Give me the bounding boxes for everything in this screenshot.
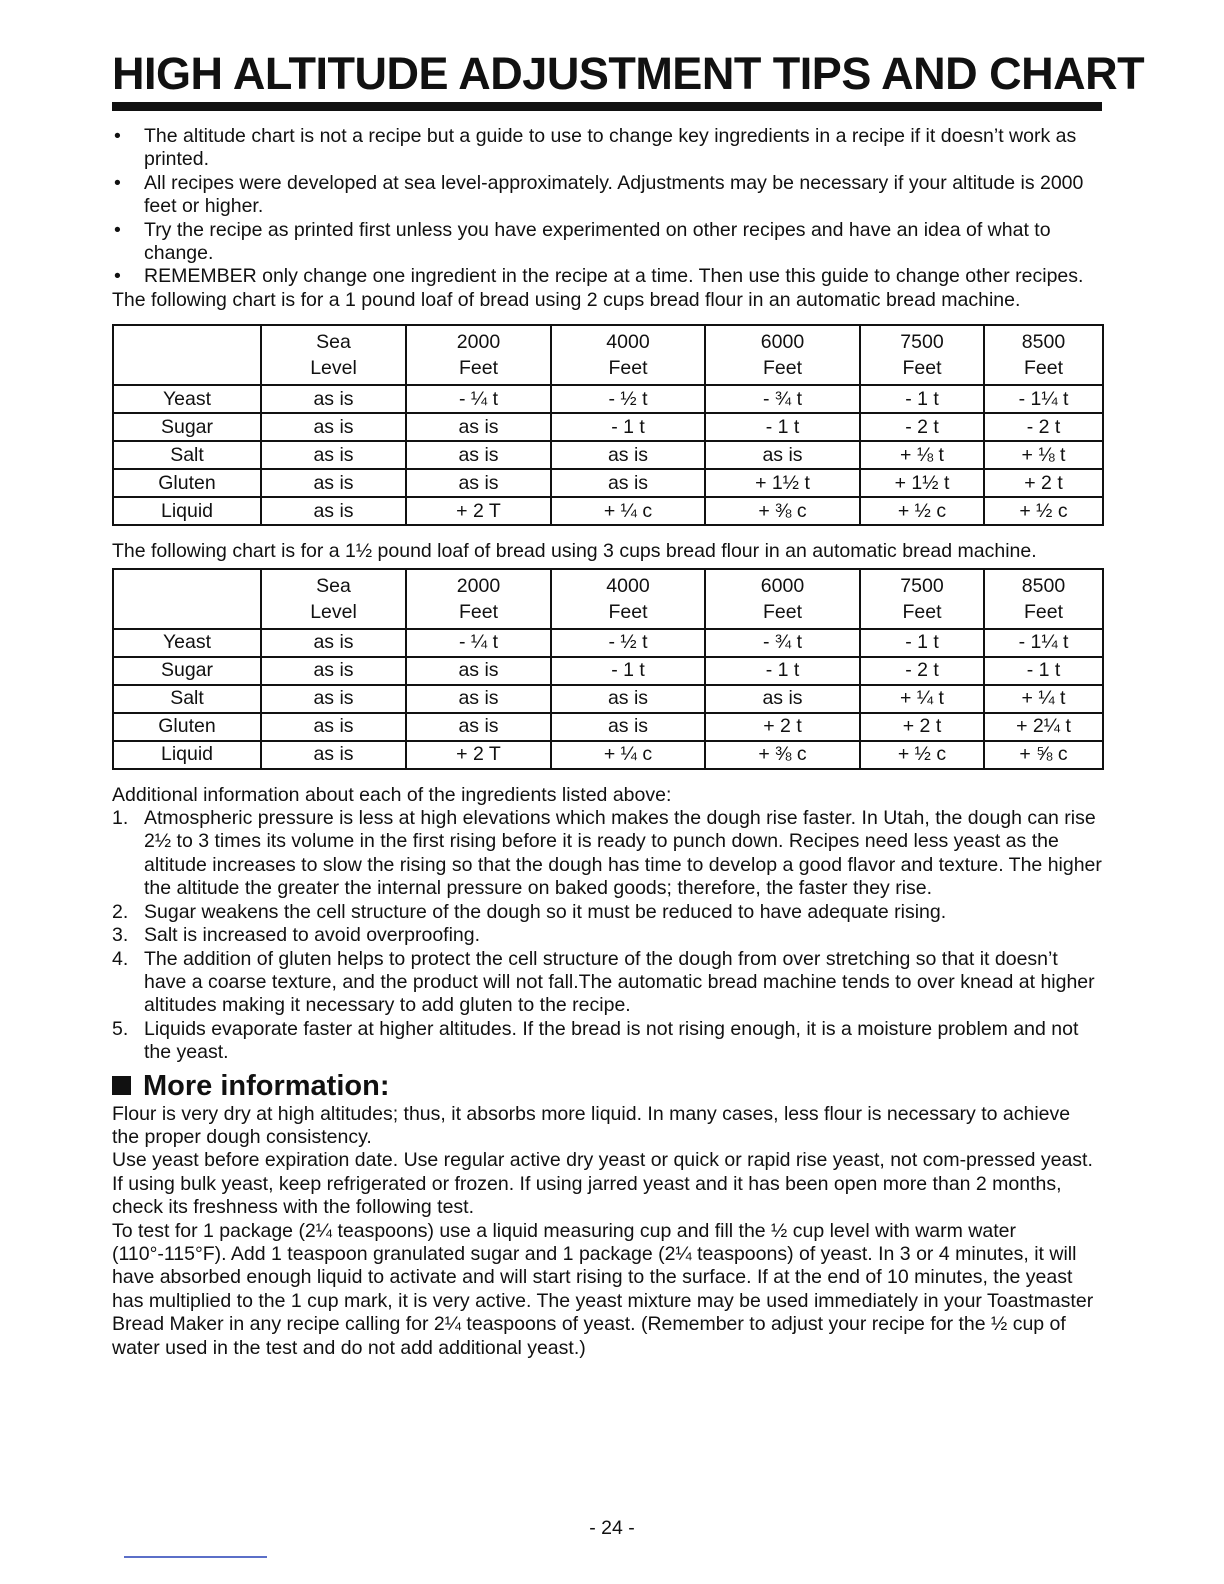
altitude-header-cell [705,569,860,629]
adjustment-cell: + 2 T [406,741,551,769]
adjustment-cell: + ¼ t [860,685,984,713]
adjustment-cell: - 1¼ t [984,629,1103,657]
adjustment-cell: + ½ c [860,497,984,525]
adjustment-cell: + 1½ t [860,469,984,497]
adjustment-cell: - 1 t [984,657,1103,685]
header-corner-cell [113,325,261,385]
altitude-header-cell [261,325,406,385]
adjustment-cell: + ½ c [860,741,984,769]
more-paragraph: To test for 1 package (2¼ teaspoons) use a liquid measuring cup and fill the ½ cup level with warm water (110°-115°F). Add 1 teaspoon granulated sugar and 1 package (2¼ teaspoons) of yeast. In 3 or 4 minutes, it will have absorbed enough liquid to activate and will start rising to the surface. If at the end of 10 minutes, the yeast has multiplied to the 1 cup mark, it is very active. The yeast mixture may be used immediately in your Toastmaster Bread Maker in any recipe calling for 2¼ teaspoons of yeast. (Remember to adjust your recipe for the ½ cup of water used in the test and do not add additional yeast.) [112,1219,1094,1359]
square-bullet-icon [112,1076,131,1095]
altitude-header-cell [860,569,984,629]
adjustment-cell: as is [261,497,406,525]
ingredient-label: Sugar [113,657,261,685]
additional-intro: Additional information about each of the ingredients listed above: [112,783,672,806]
adjustment-cell: + 1½ t [705,469,860,497]
adjustment-cell: - 1 t [705,657,860,685]
table-row [113,657,1103,685]
altitude-header-cell [261,569,406,629]
header-top: Sea [316,574,351,597]
ingredient-label: Yeast [113,629,261,657]
adjustment-cell: - 1 t [860,629,984,657]
table-row [113,497,1103,525]
header-top: 8500 [1021,331,1066,354]
adjustment-cell: + ⅝ c [984,741,1103,769]
adjustment-cell: - 1 t [551,413,705,441]
note-number: 2. [112,900,129,923]
adjustment-cell: + ⅜ c [705,741,860,769]
adjustment-cell: as is [406,469,551,497]
adjustment-cell: as is [261,413,406,441]
header-bottom: Feet [1023,357,1064,380]
header-bottom: Feet [762,357,803,380]
page-content [112,46,1145,1360]
ingredient-label: Salt [113,441,261,469]
adjustment-cell: as is [261,629,406,657]
table-header-row [113,569,1103,629]
altitude-header-cell [551,569,705,629]
adjustment-cell: as is [261,441,406,469]
altitude-header-cell [551,325,705,385]
adjustment-cell: as is [551,713,705,741]
altitude-header-cell [984,325,1103,385]
adjustment-cell: + 2 t [705,713,860,741]
note-item [112,948,1102,1018]
note-item [112,924,1102,947]
adjustment-cell: as is [261,713,406,741]
adjustment-cell: as is [551,441,705,469]
header-bottom: Feet [608,600,648,623]
more-information-heading [112,1069,1102,1103]
adjustment-cell: as is [261,741,406,769]
chart1-intro: The following chart is for a 1 pound loaf of bread using 2 cups bread flour in an automatic bread machine. [112,288,1021,311]
altitude-header-cell [860,325,984,385]
ingredient-label: Salt [113,685,261,713]
altitude-header-cell [406,325,551,385]
adjustment-cell: + ¼ c [551,497,705,525]
adjustment-cell: - 1 t [551,657,705,685]
adjustment-cell: as is [551,685,705,713]
tips-list [112,125,1102,289]
ingredient-label: Liquid [113,741,261,769]
note-number: 3. [112,924,129,947]
table-row [113,469,1103,497]
table-row [113,713,1103,741]
adjustment-cell: as is [406,657,551,685]
table-header-row [113,325,1103,385]
altitude-header-cell [406,569,551,629]
adjustment-cell: as is [261,685,406,713]
more-heading-text: More information: [143,1069,390,1102]
header-top: 4000 [606,331,650,354]
ingredient-notes [112,807,1102,1064]
header-bottom: Feet [1023,600,1064,623]
tip-item: • The altitude chart is not a recipe but a guide to use to change key ingredients in a recipe if it doesn’t work as printed. [112,125,1102,172]
note-item [112,901,1102,924]
ingredient-label: Gluten [113,713,261,741]
table-row [113,441,1103,469]
adjustment-cell: - ¾ t [705,385,860,413]
page-title: HIGH ALTITUDE ADJUSTMENT TIPS AND CHART [112,48,1145,99]
footer-underline [124,1556,267,1558]
header-bottom: Feet [902,600,942,623]
header-bottom: Level [310,600,357,623]
ingredient-label: Sugar [113,413,261,441]
header-top: 6000 [760,574,805,597]
adjustment-cell: - 2 t [860,657,984,685]
adjustment-cell: - 2 t [860,413,984,441]
header-top: 6000 [760,331,805,354]
adjustment-cell: as is [705,441,860,469]
header-bottom: Feet [762,600,803,623]
adjustment-cell: as is [261,469,406,497]
header-top: 2000 [456,574,501,597]
header-bottom: Feet [608,357,648,380]
adjustment-cell: + ⅛ t [984,441,1103,469]
page-number: - 24 - [589,1517,635,1539]
adjustment-cell: - ¼ t [406,629,551,657]
header-top: 8500 [1021,574,1066,597]
note-item [112,1018,1102,1065]
chart2-intro: The following chart is for a 1½ pound loaf of bread using 3 cups bread flour in an automatic bread machine. [112,540,1037,563]
title-underline [112,102,1102,111]
tip-item: • Try the recipe as printed first unless you have experimented on other recipes and have an idea of what to change. [112,219,1102,266]
adjustment-cell: as is [705,685,860,713]
note-text: Salt is increased to avoid overproofing. [144,924,481,947]
altitude-chart-1-5lb [112,568,1104,770]
ingredient-label: Gluten [113,469,261,497]
ingredient-label: Liquid [113,497,261,525]
adjustment-cell: + 2 t [984,469,1103,497]
note-number: 5. [112,1017,129,1040]
adjustment-cell: - ¼ t [406,385,551,413]
table-row [113,413,1103,441]
adjustment-cell: as is [551,469,705,497]
header-top: Sea [316,331,351,354]
adjustment-cell: as is [261,385,406,413]
more-paragraph: Flour is very dry at high altitudes; thus, it absorbs more liquid. In many cases, less flour is necessary to achieve the proper dough consistency. [112,1102,1071,1148]
note-text: The addition of gluten helps to protect the cell structure of the dough from over stretching so that it doesn’t have a coarse texture, and the product will not fall.The automatic bread machine tends to over knead at higher altitudes making it necessary to add gluten to the recipe. [144,947,1095,1017]
adjustment-cell: + ¼ c [551,741,705,769]
table-row [113,629,1103,657]
note-text: Liquids evaporate faster at higher altitudes. If the bread is not rising enough, it is a moisture problem and not the yeast. [144,1017,1079,1064]
note-text: Atmospheric pressure is less at high elevations which makes the dough rise faster. In Utah, the dough can rise 2½ to 3 times its volume in the first rising before it is ready to punch down. Recipes need less yeast as the altitude increases to slow the rising so that the dough has time to develop a good flavor and texture. The higher the altitude the greater the internal pressure on baked goods; therefore, the faster they rise. [144,807,1102,900]
adjustment-cell: as is [261,657,406,685]
adjustment-cell: + ⅛ t [860,441,984,469]
adjustment-cell: - 1¼ t [984,385,1103,413]
adjustment-cell: - 1 t [705,413,860,441]
more-paragraph: Use yeast before expiration date. Use regular active dry yeast or quick or rapid rise yeast, not com-pressed yeast. If using bulk yeast, keep refrigerated or frozen. If using jarred yeast and it has been open more than 2 months, check its freshness with the following test. [112,1149,1093,1219]
adjustment-cell: - ½ t [551,385,705,413]
adjustment-cell: + ⅜ c [705,497,860,525]
adjustment-cell: + 2 T [406,497,551,525]
header-top: 7500 [900,574,944,597]
ingredient-label: Yeast [113,385,261,413]
adjustment-cell: + 2 t [860,713,984,741]
tip-item: • All recipes were developed at sea level-approximately. Adjustments may be necessary if your altitude is 2000 feet or higher. [112,172,1102,219]
note-item [112,807,1102,901]
adjustment-cell: - ½ t [551,629,705,657]
adjustment-cell: - 2 t [984,413,1103,441]
altitude-chart-1lb [112,324,1104,526]
adjustment-cell: + 2¼ t [984,713,1103,741]
adjustment-cell: as is [406,413,551,441]
adjustment-cell: + ¼ t [984,685,1103,713]
table-row [113,741,1103,769]
header-corner-cell [113,569,261,629]
adjustment-cell: - 1 t [860,385,984,413]
header-top: 2000 [456,331,501,354]
adjustment-cell: + ½ c [984,497,1103,525]
header-top: 4000 [606,574,650,597]
table-row [113,385,1103,413]
adjustment-cell: as is [406,713,551,741]
header-bottom: Feet [458,357,499,380]
table-row [113,685,1103,713]
header-bottom: Feet [902,357,942,380]
altitude-header-cell [705,325,860,385]
header-bottom: Feet [458,600,499,623]
note-text: Sugar weakens the cell structure of the dough so it must be reduced to have adequate rising. [144,900,947,923]
tip-item: • REMEMBER only change one ingredient in the recipe at a time. Then use this guide to change other recipes. [112,265,1102,288]
adjustment-cell: as is [406,685,551,713]
header-bottom: Level [310,357,357,380]
note-number: 4. [112,947,129,970]
note-number: 1. [112,807,129,830]
adjustment-cell: - ¾ t [705,629,860,657]
altitude-header-cell [984,569,1103,629]
header-top: 7500 [900,331,944,354]
adjustment-cell: as is [406,441,551,469]
